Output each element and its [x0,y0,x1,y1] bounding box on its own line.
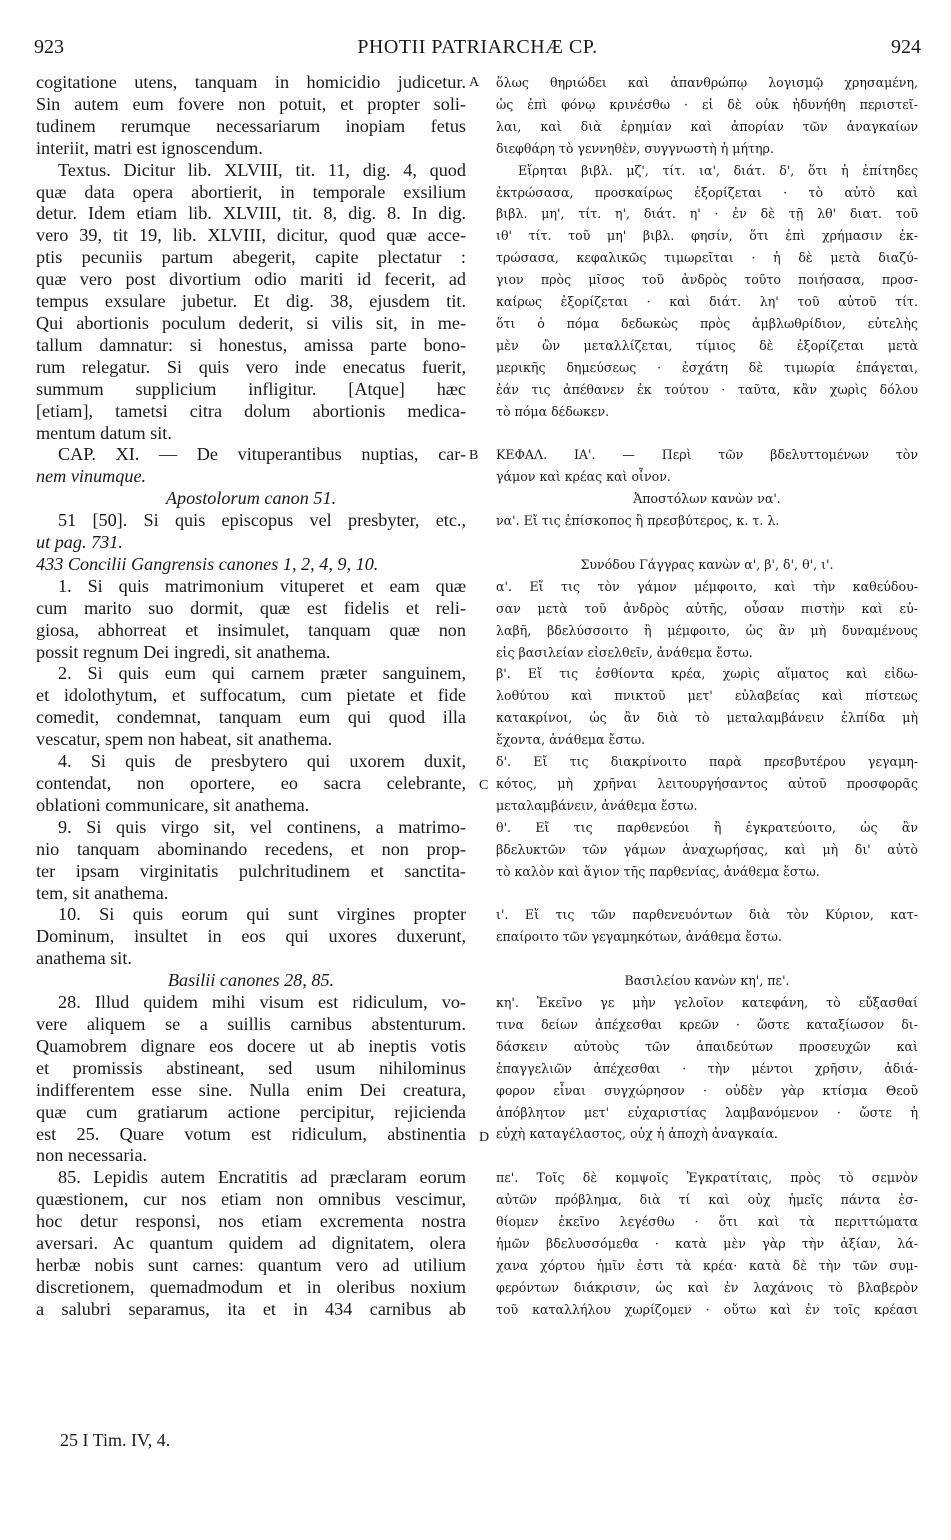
greek-line: ὅλως θηριώδει καὶ ἀπανθρώπῳ λογισμῷ χρησαμένη, [496,75,918,90]
greek-line: επαίροιτο τῶν γεγαμηκότων, ἀνάθεμα ἔστω. [496,929,782,945]
greek-line: μερικῆς δημεύσεως · ἐσχάτη δὲ τιμωρία ἐπάγεται, [496,359,918,375]
latin-line: Qui abortionis poculum dederit, si vilis sit, in me- [36,312,466,333]
latin-line: tem, sit anathema. [36,882,169,903]
section-heading: Basilii canones 28, 85. [167,970,335,991]
greek-line: ὅτι ὁ πόμα δεδωκὼς πρὸς ἀμβλωθρίδιον, εὐτελὴς [496,315,918,331]
latin-line: rum relegatur. Si quis vero inde enecatus fuerit, [36,356,466,377]
greek-line: φορον εἶναι συγχώρησον · οὐδὲν γὰρ κτίσμα Θεοῦ [496,1082,918,1098]
latin-line: Quamobrem dignare eos docere ut ab ineptis votis [36,1035,466,1056]
latin-line: quæ data opera abortierit, in temporale exsilium [36,181,466,202]
greek-line: ἐάν τις ἀπέθανεν ἐκ τούτου · ταῦτα, κἂν χωρὶς δόλου [496,381,918,397]
greek-column [496,72,918,1321]
latin-line: 28. Illud quidem mihi visum est ridiculum, vo- [58,992,466,1013]
latin-line: comedit, condemnat, tanquam eum qui quod illa [36,707,466,728]
running-header [34,36,921,62]
section-heading: Apostolorum canon 51. [165,488,337,509]
greek-line: β'. Εἴ τις ἐσθίοντα κρέα, χωρὶς αἵματος καὶ εἰδω- [496,666,918,682]
greek-line: λαβῆ, βδελύσσοιτο ἢ μέμφοιτο, ὡς ἂν μὴ δυναμένους [496,622,918,638]
greek-line: ἔχοντα, ἀνάθεμα ἔστω. [496,732,646,748]
latin-line: summum supplicium infligitur. [Atque] hæc [36,378,466,399]
greek-line: καίρως ἐξορίζεται · καὶ διάτ. λη' τοῦ αὐτοῦ τίτ. [496,294,918,310]
greek-line: λαι, καὶ διὰ ἐρημίαν καὶ ἀπορίαν τῶν ἀναγκαίων [496,118,918,134]
latin-line: 51 [50]. Si quis episcopus vel presbyter, etc., [58,510,466,531]
greek-line: κη'. Ἐκεῖνο γε μὴν γελοῖον κατεφάνη, τὸ εὔξασθαί [496,995,918,1010]
latin-line: discretionem, quemadmodum et in oleribus noxium [36,1276,466,1297]
latin-line: cogitatione utens, tanquam in homicidio judicetur. [36,72,466,92]
latin-line: tudinem rerumque necessariarum inopiam fetus [36,115,466,136]
latin-line: oblationi communicare, sit anathema. [36,794,310,815]
margin-marker-c: C [479,778,489,793]
latin-line: 4. Si quis de presbytero qui uxorem duxit, [58,751,466,772]
greek-line: ὡς ἐπὶ φόνῳ κρινέσθω · εἰ δὲ οὐκ ἠδυνήθη περιστεῖ- [496,96,918,112]
latin-line: ut pag. 731. [36,532,123,553]
section-heading: 433 Concilii Gangrensis canones 1, 2, 4, 9, 10. [36,553,379,574]
latin-line: 10. Si quis eorum qui sunt virgines propter [58,904,466,925]
greek-line: κότος, μὴ χρῆναι λειτουργήσαντος αὐτοῦ προσφορᾶς [496,775,918,791]
latin-column [36,72,466,1321]
latin-line: non necessaria. [36,1145,148,1166]
latin-line: [etiam], tametsi citra dolum abortionis medica- [36,400,466,421]
latin-line: quæstionem, cur nos etiam non omnibus vescimur, [36,1189,466,1210]
latin-line: anathema sit. [36,948,132,969]
greek-line: χανα χόρτου ἡμῖν ἐστι τὰ κρέα· κατὰ δὲ τὴν τῶν συμ- [496,1257,918,1273]
greek-line: βδελυκτῶν τῶν γάμων ἀναχωρήσας, καὶ μὴ δι' αὐτὸ [496,841,918,857]
greek-line: ιθ' τίτ. τοῦ μη' βιβλ. φησίν, ὅτι ἐπὶ χρήμασιν ἐκ- [496,228,918,244]
margin-marker-d: D [479,1130,490,1145]
latin-line: 85. Lepidis autem Encratitis ad præclaram eorum [58,1167,466,1188]
latin-line: 2. Si quis eum qui carnem præter sanguinem, [58,663,466,684]
greek-line: βιβλ. μη', τίτ. η', διάτ. η' · ἐν δὲ τῇ λθ' διατ. τοῦ [496,206,918,222]
greek-line: αὐτῶν πρόβλημα, διὰ τί καὶ οὐχ ἡμεῖς πάντα ἐσ- [496,1192,918,1208]
greek-line: εἰς βασιλείαν εἰσελθεῖν, ἀνάθεμα ἔστω. [496,644,753,660]
latin-line: hoc detur responsi, nos etiam excrementa nostra [36,1211,466,1232]
greek-line: θίομεν ἐκεῖνο λεγέσθω · ὅτι καὶ τὰ περιττώματα [496,1214,918,1230]
latin-line: quæ cum gratiarum actione percipitur, rejicienda [36,1101,466,1122]
latin-line: et promissis abstineant, sed usum nihilominus [36,1057,466,1078]
chapter-heading: ΚΕΦΑΛ. ΙΑ'. — Περὶ τῶν βδελυττομένων τὸν [496,447,918,463]
latin-line: possit regnum Dei ingredi, sit anathema. [36,641,331,662]
greek-line: λοθύτου καὶ πνικτοῦ μετ' εὐλαβείας καὶ πίστεως [496,688,918,704]
latin-line: 9. Si quis virgo sit, vel continens, a matrimo- [58,816,466,837]
latin-line: mentum datum sit. [36,422,172,443]
latin-line: vero 39, tit 19, lib. XLVIII, dicitur, quod quæ acce- [36,225,466,246]
page-title: PHOTII PATRIARCHÆ CP. [357,36,598,58]
footnote: 25 I Tim. IV, 4. [60,1430,171,1450]
latin-line: 1. Si quis matrimonium vituperet et eam quæ [58,575,466,596]
greek-line: σαν μετὰ τοῦ ἀνδρὸς αὐτῆς, οὖσαν πιστὴν καὶ εὐ- [496,600,918,616]
latin-line: detur. Idem etiam lib. XLVIII, tit. 8, dig. 8. In dig. [36,203,466,224]
greek-line: διεφθάρη τὸ γεννηθὲν, συγγνωστὴ ἡ μήτηρ. [496,140,774,156]
greek-line: ἡμῶν βδελυσσόμεθα · κατὰ μὲν γὰρ τὴν ἀξίαν, λά- [496,1235,918,1251]
section-heading: Βασιλείου κανὼν κη', πε'. [624,973,790,989]
greek-line: Εἴρηται βιβλ. μζ', τίτ. ια', διάτ. δ', ὅτι ἡ ἐπίτηδες [518,162,918,178]
latin-line: herbæ nobis sunt carnes: quantum vero ad utilium [36,1254,466,1275]
latin-line: cum marito suo dormit, quæ est fidelis et reli- [36,597,466,618]
latin-line: tempus exsulare jubetur. Et dig. 38, ejusdem tit. [36,291,466,312]
greek-line: α'. Εἴ τις τὸν γάμον μέμφοιτο, καὶ τὴν καθεύδου- [496,578,918,594]
latin-line: est 25. Quare votum est ridiculum, abstinentia [36,1123,466,1144]
chapter-heading: nem vinumque. [36,466,147,487]
greek-line: να'. Εἴ τις ἐπίσκοπος ἢ πρεσβύτερος, κ. τ. λ. [496,513,780,529]
greek-line: τρώσασα, κεφαλικῶς τιμωρεῖται · ἡ δὲ μετὰ διαζύ- [496,250,918,266]
latin-line: quæ vero post divortium odio mariti id fecerit, ad [36,269,466,290]
latin-line: ptis pecuniis partum abegerit, capite plectatur : [36,247,466,268]
latin-line: Textus. Dicitur lib. XLVIII, tit. 11, dig. 4, quod [58,159,466,180]
latin-line: a salubri separamus, ita et in 434 carnibus ab [36,1298,466,1319]
left-page-number: 923 [34,36,64,58]
latin-line: vescatur, spem non habeat, sit anathema. [36,729,333,750]
greek-line: φερόντων διάκρισιν, ὡς καὶ ἐν λαχάνοις τὸ βλαβερὸν [496,1279,918,1295]
latin-line: giosa, abhorreat et insimulet, tanquam quæ non [36,619,466,640]
greek-line: μεταλαμβάνειν, ἀνάθεμα ἔστω. [496,797,698,813]
greek-line: τοῦ καταλλήλου χωρίζομεν · οὕτω καὶ ἐν τοῖς κρέασι [496,1301,918,1317]
margin-marker-b: B [469,448,479,463]
greek-line: γιον πρὸς μῖσος τοῦ ἀνδρὸς τοῦτο ποιήσασα, προσ- [496,272,918,288]
latin-line: indifferentem esse sine. Nulla enim Dei creatura, [36,1079,466,1100]
greek-line: ἐκτρώσασα, προσκαίρως ἐξορίζεται · τὸ αὐτὸ καὶ [496,184,918,200]
latin-line: contendat, non oportere, eo sacra celebrante, [36,773,466,793]
greek-line: τὸ καλὸν καὶ ἅγιον τῆς παρθενίας, ἀνάθεμα ἔστω. [496,863,820,879]
latin-line: nio tanquam abominando recedens, et non prop- [36,838,466,859]
greek-line: μὲν ὢν μεταλλίζεται, τίμιος δὲ ἐξορίζεται μετὰ [496,337,918,353]
greek-line: δ'. Εἴ τις διακρίνοιτο παρὰ πρεσβυτέρου γεγαμη- [496,754,918,770]
right-page-number: 924 [891,36,921,58]
greek-line: θ'. Εἴ τις παρθενεύοι ἢ ἐγκρατεύοιτο, ὡς ἂν [496,819,918,835]
latin-line: tallum damnatur: si honestus, amissa parte bono- [36,334,466,355]
greek-line: δάσκειν αὐτοὺς τῶν ἀπαιδεύτων προσευχῶν καὶ [496,1038,918,1054]
chapter-heading: CAP. XI. — De vituperantibus nuptias, car- [58,444,466,465]
latin-line: Sin autem eum fovere non potuit, et propter soli- [36,93,466,114]
chapter-heading: γάμον καὶ κρέας καὶ οἶνον. [496,469,671,485]
latin-line: aversari. Ac quantum quidem ad dignitatem, olera [36,1233,466,1254]
greek-line: πε'. Τοῖς δὲ κομψοῖς Ἐγκρατίταις, πρὸς τὸ σεμνὸν [496,1170,918,1186]
greek-line: ἀπόβλητον μετ' εὐχαριστίας λαμβανόμενον · ὥστε ἡ [496,1104,918,1120]
greek-line: τινα δείων ἀπέχεσθαι κρεῶν · ὥστε καταξίωσον δι- [496,1016,918,1032]
greek-line: τὸ πόμα δέδωκεν. [496,403,610,419]
section-heading: Συνόδου Γάγγρας κανὼν α', β', δ', θ', ι'. [580,556,834,572]
latin-line: vere aliquem se a suillis carnibus abstenturum. [36,1013,466,1034]
latin-line: ter ipsam virginitatis pulchritudinem et sanctita- [36,860,466,881]
greek-line: ι'. Εἴ τις τῶν παρθενευόντων διὰ τὸν Κύριον, κατ- [496,907,918,923]
section-heading: Ἀποστόλων κανὼν να'. [633,491,781,507]
latin-line: Dominum, insultet in eos qui uxores duxerunt, [36,926,466,947]
margin-marker-a: A [469,75,480,90]
greek-line: ἐπαγγελιῶν ἀπέχεσθαι · τὴν μέντοι χρῆσιν, ἀδιά- [496,1060,918,1076]
greek-line: κατακρίνοι, ὡς ἂν διὰ τὸ μεταλαμβάνειν ἐλπίδα μὴ [496,710,918,726]
latin-line: interiit, matri est ignoscendum. [36,137,263,158]
latin-line: et idolothytum, et suffocatum, cum pietate et fide [36,685,466,706]
greek-line: εὐχὴ καταγέλαστος, οὐχ ἡ ἀποχὴ ἀναγκαία. [496,1126,778,1142]
